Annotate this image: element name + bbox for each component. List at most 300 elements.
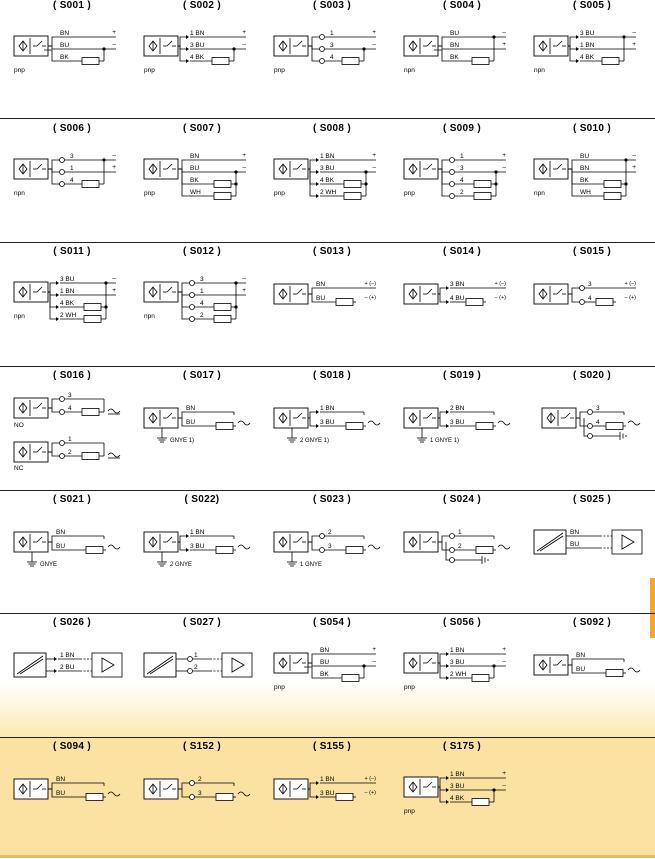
wiring-diagram	[398, 494, 526, 612]
wire-label: 3 BU	[450, 659, 465, 666]
wire-label: BN	[450, 42, 460, 49]
diagram-cell	[398, 246, 526, 364]
rail-polarity-label: +	[112, 164, 116, 171]
load-resistor	[216, 423, 233, 430]
wire-path	[178, 418, 216, 426]
diagram-code-label: ( S023 )	[313, 494, 351, 505]
circuit	[534, 152, 636, 200]
sensor-symbol	[534, 655, 568, 675]
connector-pin	[190, 281, 195, 286]
plug-pin-icon	[316, 182, 319, 186]
junction-dot	[104, 281, 107, 284]
plug-pin-icon	[316, 170, 319, 174]
load-resistor	[472, 675, 489, 682]
wire-label: BN	[570, 529, 580, 536]
wire-label: 2 BN	[450, 405, 465, 412]
wire-path	[48, 292, 56, 295]
wire-path	[308, 288, 376, 294]
wiring-diagram	[528, 617, 655, 735]
wiring-diagram	[268, 494, 396, 612]
wire-label: 2	[198, 776, 202, 783]
diagram-code-label: ( S021 )	[53, 494, 91, 505]
sensor-symbol	[14, 398, 48, 418]
ac-supply-icon	[108, 792, 120, 796]
wire-path	[308, 542, 319, 550]
wire-label: 1 BN	[320, 405, 335, 412]
connector-pin	[450, 158, 455, 163]
ground-icon	[417, 432, 427, 442]
diagram-code-label: ( S094 )	[53, 741, 91, 752]
ground-wire-label: 1 GNYE	[300, 562, 323, 568]
sensor-symbol	[404, 408, 438, 428]
wiring-diagram	[138, 0, 266, 118]
junction-dot	[494, 170, 497, 173]
contact-type-label: NO	[14, 422, 24, 429]
diagram-code-label: ( S092 )	[573, 617, 611, 628]
wire-label: 1	[200, 288, 204, 295]
junction-dot	[102, 158, 105, 161]
wire-path	[308, 160, 316, 169]
diagram-cell	[8, 494, 136, 612]
sensor-symbol	[534, 284, 568, 304]
output-type-label: npn	[14, 313, 25, 320]
wire-label: BU	[580, 153, 590, 160]
junction-dot	[234, 170, 237, 173]
ac-supply-icon	[628, 668, 640, 672]
load-resistor	[336, 794, 353, 801]
sensor-symbol	[144, 36, 178, 56]
wiring-diagram	[138, 741, 266, 859]
sensor-symbol	[14, 442, 48, 462]
ac-supply-icon	[238, 545, 250, 549]
diagram-code-label: ( S006 )	[53, 123, 91, 134]
diagram-code-label: ( S003 )	[313, 0, 351, 11]
rail-polarity-label: –	[502, 29, 506, 36]
rail-polarity-label: +	[242, 287, 246, 294]
wire-label: 3 BU	[320, 790, 335, 797]
wire-label: 2 WH	[450, 671, 467, 678]
junction-dot	[364, 182, 367, 185]
wire-path	[178, 789, 189, 797]
ground-icon	[157, 556, 167, 566]
wire-path	[438, 288, 446, 294]
circuit	[144, 529, 250, 568]
sensor-symbol	[144, 779, 178, 799]
wiring-diagram	[8, 741, 136, 859]
diagram-code-label: ( S018 )	[313, 370, 351, 381]
plug-pin-icon	[446, 664, 449, 668]
circuit	[14, 776, 120, 801]
load-resistor	[82, 409, 99, 416]
amplifier-housing	[222, 653, 252, 677]
load-resistor	[82, 58, 99, 65]
wire-path	[438, 294, 446, 302]
ground-icon	[157, 432, 167, 442]
sensor-symbol	[14, 282, 48, 302]
wiring-diagram	[138, 123, 266, 241]
wire-label: 1 BN	[190, 30, 205, 37]
wire-label: BN	[56, 776, 66, 783]
wire-path	[438, 663, 446, 666]
diagram-cell	[528, 617, 655, 735]
ground-wire-label: GNYE 1)	[170, 438, 195, 444]
rail-polarity-label: +	[372, 646, 376, 653]
wiring-diagram	[528, 123, 655, 241]
rail-polarity-label: +	[112, 29, 116, 36]
ac-supply-icon	[238, 792, 250, 796]
namur-amplifier	[612, 530, 642, 554]
junction-dot	[492, 788, 495, 791]
wire-path	[308, 412, 316, 418]
wire-label: BU	[190, 165, 200, 172]
junction-dot	[622, 35, 625, 38]
load-resistor	[84, 304, 101, 311]
circuit	[404, 770, 506, 815]
rail-polarity-label: +	[502, 770, 506, 777]
load-resistor	[344, 181, 361, 188]
circuit	[274, 646, 376, 691]
load-resistor	[214, 304, 231, 311]
ac-supply-icon	[368, 421, 380, 425]
circuit	[14, 275, 116, 323]
rail-polarity-label: – (+)	[624, 295, 636, 301]
wire-label: BK	[320, 671, 329, 678]
wire-label: 2 WH	[60, 312, 77, 319]
wire-path	[48, 789, 86, 797]
load-resistor	[336, 299, 353, 306]
wiring-diagram	[8, 123, 136, 241]
wire-path	[48, 160, 59, 169]
sensor-symbol	[274, 159, 308, 179]
connector-pin	[320, 59, 325, 64]
rail-polarity-label: + (–)	[364, 776, 376, 782]
wire-label: 4	[460, 177, 464, 184]
wire-path	[438, 654, 446, 663]
wire-path	[308, 169, 316, 172]
sensor-symbol	[274, 532, 308, 552]
sensor-symbol	[14, 36, 48, 56]
connector-pin	[588, 410, 593, 415]
load-resistor	[474, 193, 491, 200]
junction-dot	[102, 47, 105, 50]
wire-label: 3 BU	[190, 543, 205, 550]
diagram-cell	[528, 246, 655, 364]
plug-pin-icon	[186, 534, 189, 538]
output-type-label: pnp	[274, 190, 285, 197]
wire-label: 1	[194, 652, 198, 659]
wire-path	[308, 37, 319, 46]
diagram-cell	[8, 246, 136, 364]
diagram-code-label: ( S026 )	[53, 617, 91, 628]
wire-path	[308, 46, 319, 61]
wiring-diagram	[138, 370, 266, 488]
plug-pin-icon	[446, 410, 449, 414]
wire-label: 3 BU	[580, 30, 595, 37]
ground-wire-label: 2 GNYE	[170, 562, 193, 568]
rail-polarity-label: –	[112, 275, 116, 282]
load-resistor	[214, 181, 231, 188]
wire-label: BU	[576, 666, 586, 673]
sensor-symbol	[274, 36, 308, 56]
circuit	[144, 776, 250, 801]
sensor-symbol	[274, 653, 308, 673]
diagram-cell	[8, 123, 136, 241]
wire-label: 3	[198, 790, 202, 797]
wire-path	[178, 412, 234, 418]
connector-pin	[60, 158, 65, 163]
ground-wire-label: 1 GNYE 1)	[430, 438, 460, 444]
wiring-diagram	[398, 123, 526, 241]
wire-path	[308, 654, 376, 663]
wiring-diagram	[528, 494, 655, 612]
row-separator	[0, 490, 655, 491]
wiring-diagram	[398, 617, 526, 735]
wire-label: 3 BU	[320, 419, 335, 426]
diagram-cell	[138, 123, 266, 241]
output-type-label: pnp	[274, 684, 285, 691]
diagram-code-label: ( S054 )	[313, 617, 351, 628]
diagram-cell	[528, 370, 655, 488]
plug-pin-icon	[54, 657, 57, 661]
wire-path	[178, 292, 189, 295]
wire-path	[48, 169, 59, 172]
wiring-diagram	[398, 370, 526, 488]
diagram-cell	[268, 741, 396, 859]
wire-path	[48, 169, 59, 184]
diagram-cell	[528, 0, 655, 118]
wire-label: 3 BU	[320, 165, 335, 172]
wire-label: 4	[588, 295, 592, 302]
diagram-cell	[398, 370, 526, 488]
connector-pin	[320, 548, 325, 553]
diagram-code-label: ( S004 )	[443, 0, 481, 11]
wire-label: 1 BN	[450, 771, 465, 778]
wire-path	[438, 169, 449, 184]
rail-polarity-label: +	[632, 41, 636, 48]
diagram-code-label: ( S014 )	[443, 246, 481, 257]
circuit	[274, 776, 376, 801]
ac-supply-icon	[238, 421, 250, 425]
load-resistor	[342, 58, 359, 65]
wire-label: BN	[576, 652, 586, 659]
rail-polarity-label: –	[372, 658, 376, 665]
sensor-symbol	[274, 408, 308, 428]
wire-path	[48, 452, 59, 456]
sensor-symbol	[14, 779, 48, 799]
diagram-code-label: ( S001 )	[53, 0, 91, 11]
wire-label: BU	[56, 543, 66, 550]
circuit	[404, 529, 510, 564]
diagram-cell	[398, 123, 526, 241]
wire-path	[48, 783, 104, 789]
ground-icon	[620, 432, 626, 440]
ac-supply-icon	[368, 545, 380, 549]
wire-label: BU	[450, 30, 460, 37]
plug-pin-icon	[446, 424, 449, 428]
ac-supply-icon	[108, 545, 120, 549]
diagram-code-label: ( S010 )	[573, 123, 611, 134]
namur-sensor	[144, 653, 176, 677]
junction-dot	[362, 47, 365, 50]
wire-label: 2	[200, 312, 204, 319]
diagram-cell	[528, 123, 655, 241]
diagram-cell	[138, 617, 266, 735]
wire-path	[568, 665, 606, 673]
wire-path	[178, 292, 189, 319]
load-resistor	[212, 58, 229, 65]
wire-label: 1	[330, 30, 334, 37]
row-separator	[0, 242, 655, 243]
load-resistor	[596, 299, 613, 306]
diagram-cell	[268, 246, 396, 364]
wire-label: 3	[200, 276, 204, 283]
circuit	[14, 529, 120, 568]
ac-supply-icon	[498, 545, 510, 549]
diagram-code-label: ( S005 )	[573, 0, 611, 11]
rail-polarity-label: +	[372, 29, 376, 36]
contact-type-label: NC	[14, 465, 24, 472]
wire-label: BU	[320, 659, 330, 666]
circuit	[144, 29, 246, 74]
plug-pin-icon	[316, 795, 319, 799]
circuit	[144, 405, 250, 444]
wiring-diagram	[268, 0, 396, 118]
wire-label: 3 BN	[450, 281, 465, 288]
load-resistor	[214, 316, 231, 323]
wire-label: WH	[190, 189, 201, 196]
connector-pin	[450, 194, 455, 199]
diagram-code-label: ( S008 )	[313, 123, 351, 134]
ground-wire-label: GNYE	[40, 562, 58, 568]
wire-path	[438, 542, 449, 550]
wire-label: 3	[588, 281, 592, 288]
namur-amplifier	[222, 653, 252, 677]
output-type-label: pnp	[14, 67, 25, 74]
rail-polarity-label: +	[632, 164, 636, 171]
sensor-symbol	[542, 408, 576, 428]
wire-label: BU	[186, 419, 196, 426]
load-resistor	[82, 181, 99, 188]
connector-pin	[60, 441, 65, 446]
wire-label: 4 BK	[450, 795, 465, 802]
wire-path	[178, 542, 186, 550]
wire-path	[438, 169, 449, 196]
diagram-code-label: ( S024 )	[443, 494, 481, 505]
wiring-diagram	[8, 370, 136, 488]
wire-label: 1 BN	[190, 529, 205, 536]
wire-label: 1	[70, 165, 74, 172]
wire-label: 4 BK	[320, 177, 335, 184]
wiring-diagram	[138, 246, 266, 364]
connector-pin	[190, 317, 195, 322]
rail-polarity-label: –	[502, 164, 506, 171]
wire-path	[308, 783, 316, 789]
plug-pin-icon	[446, 652, 449, 656]
rail-polarity-label: –	[112, 152, 116, 159]
output-type-label: pnp	[144, 67, 155, 74]
junction-dot	[492, 664, 495, 667]
load-resistor	[604, 181, 621, 188]
load-resistor	[474, 181, 491, 188]
junction-dot	[232, 47, 235, 50]
rail-polarity-label: –	[372, 164, 376, 171]
wire-label: 1	[458, 529, 462, 536]
wire-label: 2	[328, 529, 332, 536]
row-separator	[0, 366, 655, 367]
connector-pin	[190, 305, 195, 310]
wire-path	[568, 294, 579, 302]
diagram-code-label: ( S012 )	[183, 246, 221, 257]
row-separator	[0, 118, 655, 119]
diagram-code-label: ( S152 )	[183, 741, 221, 752]
wire-label: 4	[330, 54, 334, 61]
sensor-symbol	[274, 779, 308, 799]
plug-pin-icon	[56, 281, 59, 285]
wire-label: 4	[200, 300, 204, 307]
wiring-diagram	[8, 0, 136, 118]
wire-path	[308, 789, 316, 797]
plug-pin-icon	[316, 424, 319, 428]
wire-path	[48, 292, 56, 319]
plug-pin-icon	[576, 35, 579, 39]
wire-label: BU	[316, 295, 326, 302]
plug-pin-icon	[56, 317, 59, 321]
diagram-cell	[138, 741, 266, 859]
circuit	[404, 281, 506, 306]
wire-label: 1 BN	[320, 776, 335, 783]
connector-pin	[450, 558, 455, 563]
connector-pin	[580, 286, 585, 291]
sensor-symbol	[144, 408, 178, 428]
namur-amplifier	[92, 653, 122, 677]
sensor-symbol	[144, 159, 178, 179]
circuit	[534, 29, 636, 74]
amplifier-housing	[92, 653, 122, 677]
circuit	[14, 152, 116, 197]
load-resistor	[342, 675, 359, 682]
wire-label: 3	[68, 392, 72, 399]
plug-pin-icon	[446, 788, 449, 792]
wire-path	[178, 160, 246, 169]
output-type-label: pnp	[404, 684, 415, 691]
diagram-cell	[8, 0, 136, 118]
junction-dot	[104, 305, 107, 308]
circuit	[274, 152, 376, 200]
diagram-cell	[398, 741, 526, 859]
load-resistor	[86, 794, 103, 801]
wire-label: 3	[596, 405, 600, 412]
output-type-label: npn	[404, 67, 415, 74]
wiring-diagram	[398, 246, 526, 364]
circuit	[274, 29, 376, 74]
wire-path	[48, 399, 59, 408]
diagram-code-label: ( S017 )	[183, 370, 221, 381]
rail-polarity-label: +	[502, 646, 506, 653]
circuit	[14, 652, 122, 677]
circuit	[404, 405, 510, 444]
plug-pin-icon	[186, 548, 189, 552]
wiring-diagram	[528, 0, 655, 118]
sensor-symbol	[14, 532, 48, 552]
diagram-cell	[268, 494, 396, 612]
wire-path	[438, 536, 449, 542]
ac-supply-icon	[108, 409, 120, 413]
plug-pin-icon	[316, 158, 319, 162]
plug-pin-icon	[446, 776, 449, 780]
connector-pin	[190, 795, 195, 800]
rail-polarity-label: – (+)	[364, 295, 376, 301]
wire-label: 3 BU	[450, 419, 465, 426]
